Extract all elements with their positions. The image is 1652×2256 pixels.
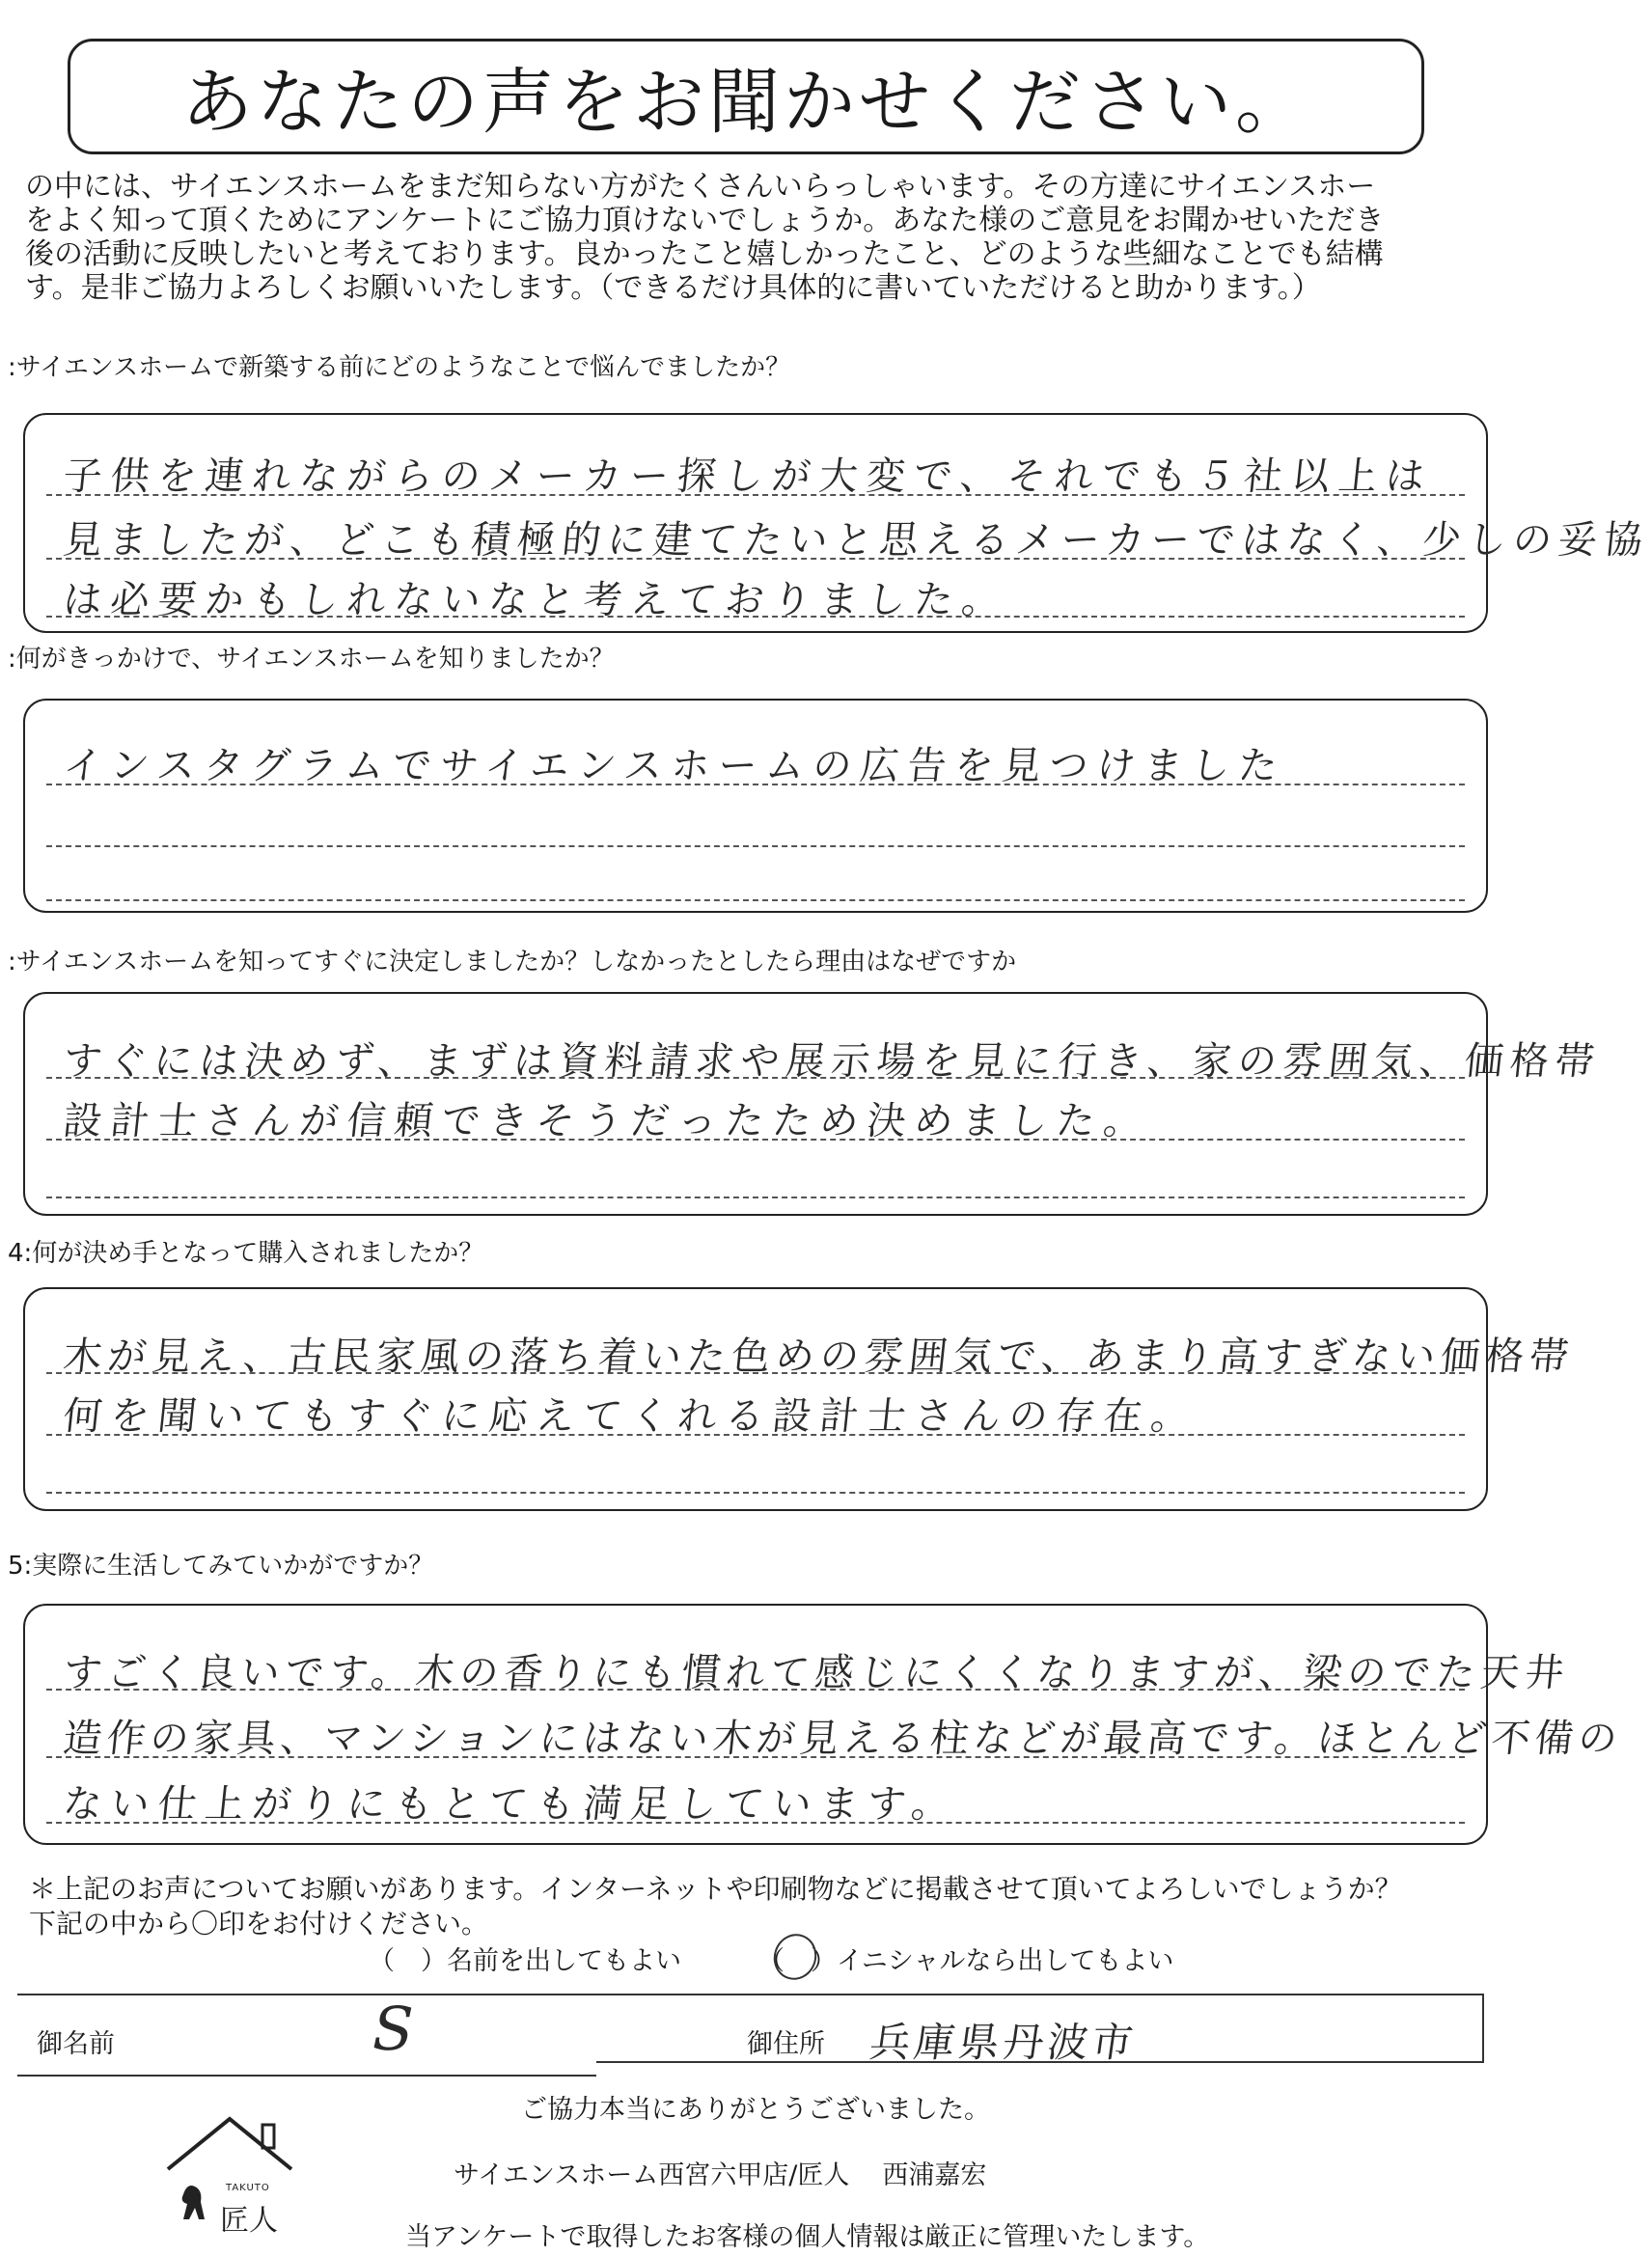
option-initials-ok[interactable]: （ ）イニシャルなら出してもよい xyxy=(758,1946,1174,1976)
answer-box-2 xyxy=(23,699,1488,913)
row-rule xyxy=(17,1994,1484,1995)
handwritten-answer-line: ない仕上がりにもとても満足しています。 xyxy=(61,1782,961,1827)
handwritten-answer-line: インスタグラムでサイエンスホームの広告を見つけました xyxy=(61,744,1288,788)
handwritten-answer-line: すごく良いです。木の香りにも慣れて感じにくくなりますが、梁のでた天井 xyxy=(61,1651,1572,1695)
answer-rule xyxy=(46,899,1465,901)
address-value: 兵庫県丹波市 xyxy=(867,2019,1141,2066)
handwritten-answer-line: 木が見え、古民家風の落ち着いた色めの雰囲気で、あまり高すぎない価格帯 xyxy=(61,1334,1577,1379)
answer-rule xyxy=(46,1197,1465,1198)
answer-box-1 xyxy=(23,413,1652,633)
page-title: あなたの声をお聞かせください。 xyxy=(181,61,1310,144)
intro-paragraph xyxy=(25,170,1569,305)
address-label: 御住所 xyxy=(747,2029,825,2059)
handwritten-answer-line: は必要かもしれないなと考えておりました。 xyxy=(61,578,1012,622)
consent-notice xyxy=(29,1872,1402,1941)
answer-rule xyxy=(46,845,1465,847)
handwritten-answer-line: 子供を連れながらのメーカー探しが大変で、それでも５社以上は xyxy=(61,454,1436,499)
question-4-label: 4:何が決め手となって購入されましたか？ xyxy=(8,1239,484,1268)
answer-rule xyxy=(46,1492,1465,1494)
question-3-label: :サイエンスホームを知ってすぐに決定しましたか？しなかったとしたら理由はなぜですか xyxy=(8,948,1017,977)
answer-box-4 xyxy=(23,1287,1577,1511)
consent-notice-line: ＊上記のお声についてお願いがあります。インターネットや印刷物などに掲載させて頂いてよろしいでしょうか？ xyxy=(29,1873,1402,1905)
thanks-message: ご協力本当にありがとうございました。 xyxy=(521,2095,990,2125)
answer-box-3 xyxy=(23,992,1604,1216)
row-rule xyxy=(17,2075,596,2077)
contact-person: 西浦嘉宏 xyxy=(882,2160,987,2190)
answer-box-5 xyxy=(23,1604,1625,1845)
name-label: 御名前 xyxy=(37,2029,115,2059)
signature-row xyxy=(17,1994,1484,2078)
handwritten-answer-line: すぐには決めず、まずは資料請求や展示場を見に行き、家の雰囲気、価格帯 xyxy=(61,1039,1604,1084)
company-name: サイエンスホーム西宮六甲店/匠人 xyxy=(454,2160,850,2190)
logo-brand-text: TAKUTO xyxy=(226,2183,270,2193)
question-2-label: :何がきっかけで、サイエンスホームを知りましたか？ xyxy=(8,645,615,674)
option-name-ok[interactable]: （ ）名前を出してもよい xyxy=(369,1946,681,1976)
name-value: S xyxy=(365,1994,422,2064)
handwritten-answer-line: 見ましたが、どこも積極的に建てたいと思えるメーカーではなく、少しの妥協 xyxy=(61,518,1652,563)
intro-line: 後の活動に反映したいと考えております。良かったこと嬉しかったこと、どのような些細なことでも結構 xyxy=(25,237,1384,271)
privacy-notice: 当アンケートで取得したお客様の個人情報は厳正に管理いたします。 xyxy=(405,2222,1210,2252)
consent-notice-line: 下記の中から〇印をお付けください。 xyxy=(29,1908,489,1940)
question-5-label: 5:実際に生活してみていかがですか？ xyxy=(8,1552,434,1581)
logo-name-text: 匠人 xyxy=(220,2204,278,2238)
handwritten-answer-line: 何を聞いてもすぐに応えてくれる設計士さんの存在。 xyxy=(61,1394,1201,1439)
row-rule xyxy=(1482,1994,1484,2063)
handwritten-answer-line: 造作の家具、マンションにはない木が見える柱などが最高です。ほとんど不備の xyxy=(61,1717,1625,1761)
intro-line: をよく知って頂くためにアンケートにご協力頂けないでしょうか。あなた様のご意見をお聞かせいただき xyxy=(25,204,1385,237)
intro-line: の中には、サイエンスホームをまだ知らない方がたくさんいらっしゃいます。その方達にサイエンスホー xyxy=(25,170,1376,204)
company-line xyxy=(454,2154,1019,2191)
handwritten-answer-line: 設計士さんが信頼できそうだったため決めました。 xyxy=(61,1099,1154,1143)
question-1-label: :サイエンスホームで新築する前にどのようなことで悩んでましたか？ xyxy=(8,353,791,382)
title-box xyxy=(68,39,1424,154)
intro-line: す。是非ご協力よろしくお願いいたします。（できるだけ具体的に書いていただけると助かります。） xyxy=(25,271,1321,305)
